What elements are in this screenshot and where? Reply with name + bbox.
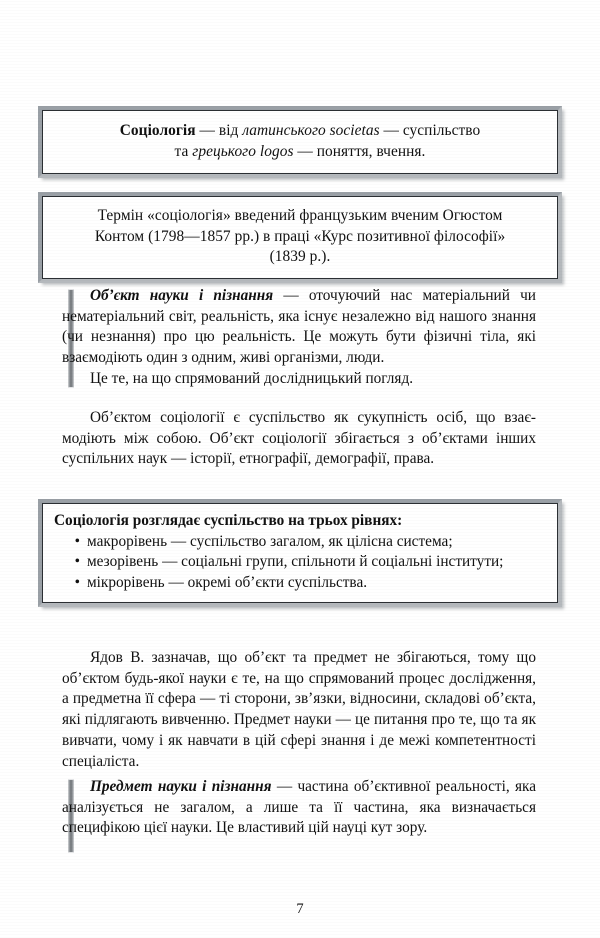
object-definition-block [62,286,536,390]
levels-item-text: мікрорівень — окремі об’єкти суспільства. [87,573,368,591]
term-origin-line-1: Термін «соціологія» введений французьким вченим Огюстом [97,207,503,224]
bullet-icon: • [74,532,80,550]
subject-definition-term: Предмет науки і пізнання [90,778,272,795]
term-origin-line-3: (1839 р.). [269,248,331,266]
definition-line-2 [55,141,545,162]
levels-callout-inner [42,503,558,603]
term-origin-line-2: Контом (1798—1857 рр.) в праці «Курс позитивної філософії» [94,227,506,245]
definition-pre-1: від [218,122,243,139]
object-of-sociology-paragraph: Об’єктом соціології є суспільство як сукупність осіб, що взаємодіють між собою. Об’єкт соціології збігається з об’єктами інших суспільних наук — історії, етнографії, демографії, права. [62,409,536,468]
definition-callout-inner [42,110,558,174]
subject-definition-body: — частина об’єктивної реальності, яка аналізується не загалом, а лише та її частина, яка визначається специфікою цієї науки. Це властивий цій науці кут зору. [62,778,536,837]
definition-term: Соціологія [119,122,196,139]
yadov-paragraph-wrap [62,648,536,772]
definition-pre-2: та [174,143,193,161]
levels-list [54,532,546,593]
term-origin-callout-box [38,192,562,283]
bullet-icon: • [74,573,80,591]
object-definition-second-paragraph: Це те, на що спрямований дослідницький погляд. [90,369,414,387]
definition-post-2: — поняття, вчення. [293,143,426,161]
list-item [54,573,546,593]
definition-callout-box [38,106,562,178]
list-item [54,532,546,552]
levels-heading: Соціологія розглядає суспільство на трьох рівнях: [54,512,403,529]
definition-latin-source: латинського societas [242,122,380,139]
yadov-paragraph: Ядов В. зазначав, що об’єкт та предмет не збігаються, тому що об’єктом будь-якої науки є те, на що спрямований процес дослідження, а предметна її сфера — ті сторони, зв’язки, відносини, складові об’єкта, які підлягають вивченню. Предмет науки — це питання про те, що та як вивчати, чому і як навчати в цій сфері знання і де межі компетентності спеціаліста. [62,649,536,770]
levels-item-text: макрорівень — суспільство загалом, як цілісна система; [87,532,453,550]
definition-line-1 [55,120,545,141]
object-definition-body: — оточуючий нас матеріальний чи нематеріальний світ, реальність, яка існує незалежно від нашого знання (чи незнання) про цю реальність. Це можуть бути фізичні тіла, які взаємодіють один з одним, живі організми, люди. [62,287,536,367]
levels-item-text: мезорівень — соціальні групи, спільноти й соціальні інститути; [87,553,504,571]
page-number: 7 [296,901,304,917]
subject-definition-block [62,777,536,839]
definition-dash: — [195,122,219,139]
list-item [54,552,546,572]
subject-definition-paragraph [62,777,536,839]
term-origin-callout-inner [42,196,558,279]
definition-greek-source: грецького logos [192,143,294,161]
object-of-sociology-paragraph-wrap [62,408,536,470]
levels-callout-box [38,499,562,607]
bullet-icon: • [74,553,80,571]
definition-post-1: — суспільство [379,122,481,139]
object-definition-term: Об’єкт науки і пізнання [90,287,274,304]
object-definition-paragraph [62,286,536,369]
